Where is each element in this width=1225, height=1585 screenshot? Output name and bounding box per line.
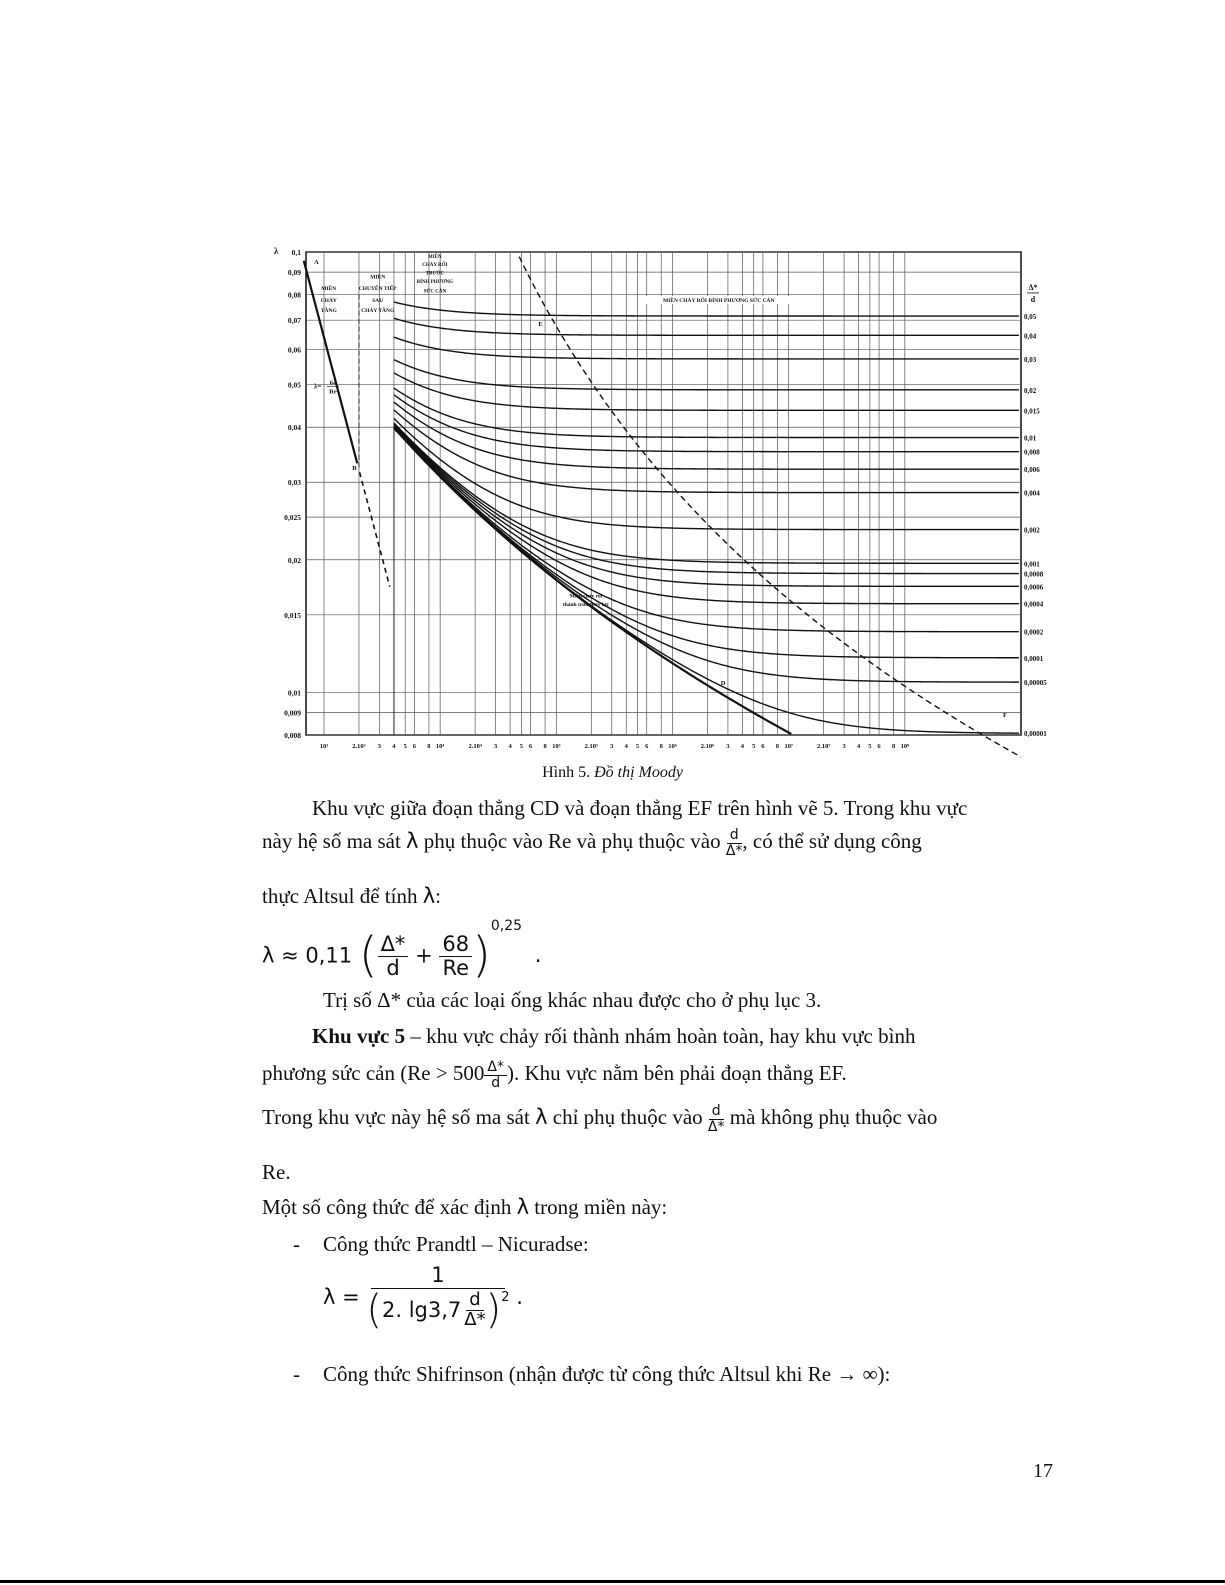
fraction-numerator: d: [727, 828, 742, 844]
text-segment: ). Khu vực nằm bên phải đoạn thẳng EF.: [507, 1061, 847, 1085]
laminar-formula-num: 64: [329, 379, 337, 387]
y-tick-label: 0,025: [284, 513, 301, 523]
x-tick-label: 10⁶: [668, 743, 677, 750]
y-tick-label: 0,01: [287, 688, 301, 698]
caption-prefix: Hình 5.: [542, 764, 591, 781]
paragraph-4: [262, 1060, 847, 1090]
x-tick-label: 6: [412, 743, 417, 750]
bullet-text: Công thức Shifrinson (nhận được từ công thức Altsul khi Re → ∞):: [323, 1362, 891, 1386]
roughness-label: 0,0006: [1024, 583, 1044, 592]
text-segment: Một số công thức để xác định: [262, 1195, 517, 1219]
roughness-curve: [394, 360, 1019, 390]
lambda-symbol: λ: [535, 1105, 548, 1129]
roughness-label: 0,00001: [1024, 730, 1047, 739]
y-tick-label: 0,009: [284, 708, 301, 718]
region-label: TRƯỚC: [425, 271, 445, 277]
fraction-delta-over-d: [378, 933, 409, 978]
roughness-curve: [394, 427, 1019, 682]
roughness-label: 0,05: [1024, 313, 1037, 322]
paragraph-7: [262, 1195, 667, 1220]
bullet-1: [293, 1232, 589, 1257]
fraction-d-over-delta: [464, 1288, 486, 1330]
roughness-curve: [394, 318, 1019, 335]
paren-close: ): [485, 1287, 502, 1334]
x-tick-label: 8: [775, 743, 780, 750]
paragraph-1-line-3: [262, 884, 441, 909]
roughness-label: 0,004: [1024, 489, 1040, 498]
roughness-curve: [394, 388, 1019, 437]
x-tick-label: 10⁵: [552, 743, 561, 750]
x-tick-label: 2.10⁵: [584, 743, 598, 750]
lambda-symbol: λ: [422, 884, 436, 908]
region-label: BÌNH PHƯƠNG: [416, 280, 454, 286]
page-number: 17: [1033, 1460, 1053, 1482]
roughness-label: 0,001: [1024, 560, 1040, 569]
y-tick-label: 0,015: [284, 610, 301, 620]
roughness-curve: [394, 427, 1019, 658]
roughness-curve: [394, 402, 1019, 469]
x-tick-label: 2.10⁶: [700, 743, 715, 750]
fraction-d-over-delta: [726, 828, 743, 858]
point-label: D: [720, 679, 726, 687]
region-label: Miền chảy rối: [569, 593, 603, 600]
region-label: thành trơn thủy lực: [562, 602, 610, 609]
y-tick-label: 0,1: [291, 248, 301, 257]
y-tick-label: 0,07: [287, 316, 301, 326]
roughness-curve: [394, 337, 1019, 359]
y-tick-label: 0,09: [287, 268, 301, 278]
y-tick-label: 0,02: [287, 555, 301, 565]
paragraph-6: Re.: [262, 1160, 291, 1184]
paragraph-1-line-2: [262, 828, 922, 858]
y-axis-label: λ: [274, 246, 279, 256]
x-tick-label: 6: [761, 743, 765, 750]
x-tick-label: 10⁸: [900, 743, 910, 750]
x-tick-label: 5: [752, 743, 756, 750]
point-label: A: [313, 258, 319, 266]
fraction-prandtl: [366, 1263, 510, 1334]
x-tick-label: 10⁷: [784, 743, 793, 750]
region-label: MIỀN: [370, 274, 386, 281]
text-segment: này hệ số ma sát: [262, 829, 407, 853]
region-label: CHẢY TẦNG: [361, 308, 395, 315]
roughness-curve: [394, 373, 1019, 410]
fraction-denominator: [366, 1287, 510, 1334]
laminar-formula-den: Re: [329, 388, 337, 396]
fraction-68-over-re: [439, 933, 472, 978]
region-label: SỨC CẢN: [423, 289, 447, 295]
x-tick-label: 5: [403, 743, 407, 750]
x-tick-label: 10⁴: [435, 743, 445, 750]
figure-caption: [0, 764, 1225, 782]
fraction-numerator: d: [709, 1104, 724, 1120]
roughness-label: 0,02: [1024, 386, 1037, 395]
x-tick-label: 4: [740, 743, 745, 750]
bullet-text: Công thức Prandtl – Nicuradse:: [323, 1232, 589, 1256]
section-heading: Khu vực 5: [312, 1024, 406, 1048]
text-segment: – khu vực chảy rối thành nhám hoàn toàn, hay khu vực bình: [405, 1024, 916, 1048]
formula-exponent: 2: [501, 1290, 510, 1306]
paragraph-1-line-1: Khu vực giữa đoạn thẳng CD và đoạn thẳng EF trên hình vẽ 5. Trong khu vực: [312, 796, 968, 820]
x-tick-label: 4: [624, 743, 628, 750]
y-tick-label: 0,05: [287, 380, 301, 390]
x-tick-label: 8: [427, 743, 431, 750]
x-tick-label: 5: [635, 743, 640, 750]
roughness-label: 0,03: [1024, 355, 1037, 364]
region-label: CHẢY RỐI: [422, 262, 448, 268]
text-segment: phụ thuộc vào Re và phụ thuộc vào: [418, 829, 726, 853]
formula-lhs: λ ≈ 0,11: [262, 943, 353, 968]
fraction-d-over-delta: [708, 1104, 725, 1134]
denominator-text: 2. lg3,7: [382, 1298, 462, 1323]
footer-rule: [0, 1580, 1225, 1583]
laminar-line-dashed: [360, 472, 390, 586]
y-tick-label: 0,04: [287, 423, 301, 433]
region-label: MIỀN CHẢY RỐI BÌNH PHƯƠNG SỨC CẢN: [662, 297, 775, 304]
x-tick-label: 5: [868, 743, 872, 750]
x-tick-label: 3: [726, 743, 730, 750]
formula-end: .: [534, 943, 542, 968]
point-label: C: [394, 427, 400, 435]
roughness-curve: [394, 418, 1019, 529]
x-tick-label: 6: [645, 743, 649, 750]
y-tick-label: 0,08: [287, 290, 301, 300]
x-tick-label: 3: [493, 743, 498, 750]
fraction-numerator: [371, 1264, 504, 1289]
text-segment: Trong khu vực này hệ số ma sát: [262, 1105, 536, 1129]
smooth-pipe-curve: [394, 428, 791, 734]
region-label: CHUYỂN TIẾP: [358, 285, 397, 292]
caption-title: Đồ thị Moody: [594, 764, 683, 781]
paren-close: ): [472, 927, 491, 984]
region-label: CHẢY: [320, 297, 337, 304]
numerator-text: 1: [431, 1263, 445, 1287]
formula-end: .: [516, 1284, 523, 1309]
point-label: F: [1003, 711, 1007, 719]
roughness-label: 0,04: [1024, 332, 1037, 341]
y-tick-label: 0,008: [284, 731, 301, 740]
roughness-curve: [394, 302, 1019, 316]
fraction-denominator: Δ*: [725, 842, 743, 859]
laminar-formula-lhs: λ=: [313, 382, 322, 391]
formula-prandtl: [323, 1263, 523, 1334]
roughness-label: 0,002: [1024, 526, 1040, 535]
roughness-curve: [394, 424, 1019, 574]
x-tick-label: 6: [528, 743, 533, 750]
roughness-label: 0,0001: [1024, 654, 1044, 663]
formula-altsul: [262, 918, 541, 985]
x-tick-label: 5: [519, 743, 523, 750]
x-tick-label: 2.10³: [352, 743, 366, 750]
lambda-symbol: λ: [516, 1195, 530, 1219]
x-tick-label: 6: [877, 743, 881, 750]
x-tick-label: 8: [891, 743, 896, 750]
right-axis-title-den: d: [1030, 294, 1036, 304]
paragraph-5: [262, 1104, 937, 1134]
region-label: TẦNG: [320, 308, 337, 315]
fraction-delta-over-d-small: [484, 1060, 507, 1090]
plot-frame: [306, 252, 1021, 735]
x-tick-label: 10³: [319, 743, 329, 750]
fraction-numerator: d: [466, 1291, 483, 1311]
paren-open: (: [366, 1287, 382, 1334]
roughness-label: 0,006: [1024, 466, 1040, 475]
text-segment: , có thể sử dụng công: [742, 829, 922, 853]
fraction-denominator: Δ*: [707, 1118, 725, 1135]
roughness-label: 0,008: [1024, 448, 1040, 457]
roughness-label: 0,01: [1024, 434, 1037, 443]
x-tick-label: 8: [543, 743, 547, 750]
text-segment: trong miền này:: [529, 1195, 668, 1219]
roughness-label: 0,015: [1024, 407, 1040, 416]
fraction-denominator: d: [386, 955, 400, 980]
fraction-denominator: Δ*: [464, 1308, 486, 1330]
x-tick-label: 3: [610, 743, 614, 750]
bullet-dash: -: [293, 1232, 300, 1256]
region-label: MIỀN: [321, 285, 337, 292]
text-segment: mà không phụ thuộc vào: [724, 1105, 938, 1129]
bullet-dash: -: [293, 1362, 300, 1386]
text-segment: :: [435, 884, 441, 908]
moody-chart: [270, 238, 1070, 778]
roughness-label: 0,00005: [1024, 679, 1047, 688]
text-segment: phương sức cản (Re > 500: [262, 1061, 485, 1085]
paragraph-3: [312, 1024, 915, 1049]
x-tick-label: 4: [856, 743, 861, 750]
bullet-2: [293, 1362, 890, 1387]
x-tick-label: 4: [508, 743, 512, 750]
region-label: MIỀN: [428, 254, 442, 260]
roughness-curve: [394, 428, 1019, 734]
fraction-numerator: 68: [439, 933, 472, 956]
fraction-numerator: Δ*: [378, 933, 409, 956]
x-tick-label: 2.10⁷: [816, 743, 831, 750]
formula-lhs: λ =: [323, 1284, 360, 1309]
plus-sign: +: [415, 943, 433, 968]
text-segment: chỉ phụ thuộc vào: [547, 1105, 708, 1129]
x-tick-label: 3: [377, 743, 382, 750]
right-axis-title-num: Δ*: [1028, 282, 1038, 292]
paragraph-2: Trị số Δ* của các loại ống khác nhau được cho ở phụ lục 3.: [323, 988, 822, 1012]
roughness-label: 0,0008: [1024, 570, 1044, 579]
fraction-denominator: Re: [442, 955, 470, 980]
fraction-denominator: d: [491, 1074, 501, 1091]
paren-open: (: [358, 927, 378, 984]
y-tick-label: 0,03: [287, 478, 301, 488]
text-segment: thực Altsul để tính: [262, 884, 423, 908]
roughness-label: 0,0004: [1024, 600, 1044, 609]
point-label: E: [538, 320, 543, 328]
x-tick-label: 2.10⁴: [468, 743, 482, 750]
x-tick-label: 3: [842, 743, 846, 750]
x-tick-label: 4: [392, 743, 396, 750]
point-label: B: [352, 464, 357, 472]
region-label: SAU: [372, 297, 384, 304]
fraction-numerator: Δ*: [484, 1060, 507, 1076]
formula-exponent: 0,25: [490, 918, 523, 934]
lambda-symbol: λ: [406, 829, 419, 853]
y-tick-label: 0,06: [287, 345, 301, 355]
roughness-label: 0,0002: [1024, 628, 1044, 637]
x-tick-label: 8: [659, 743, 663, 750]
